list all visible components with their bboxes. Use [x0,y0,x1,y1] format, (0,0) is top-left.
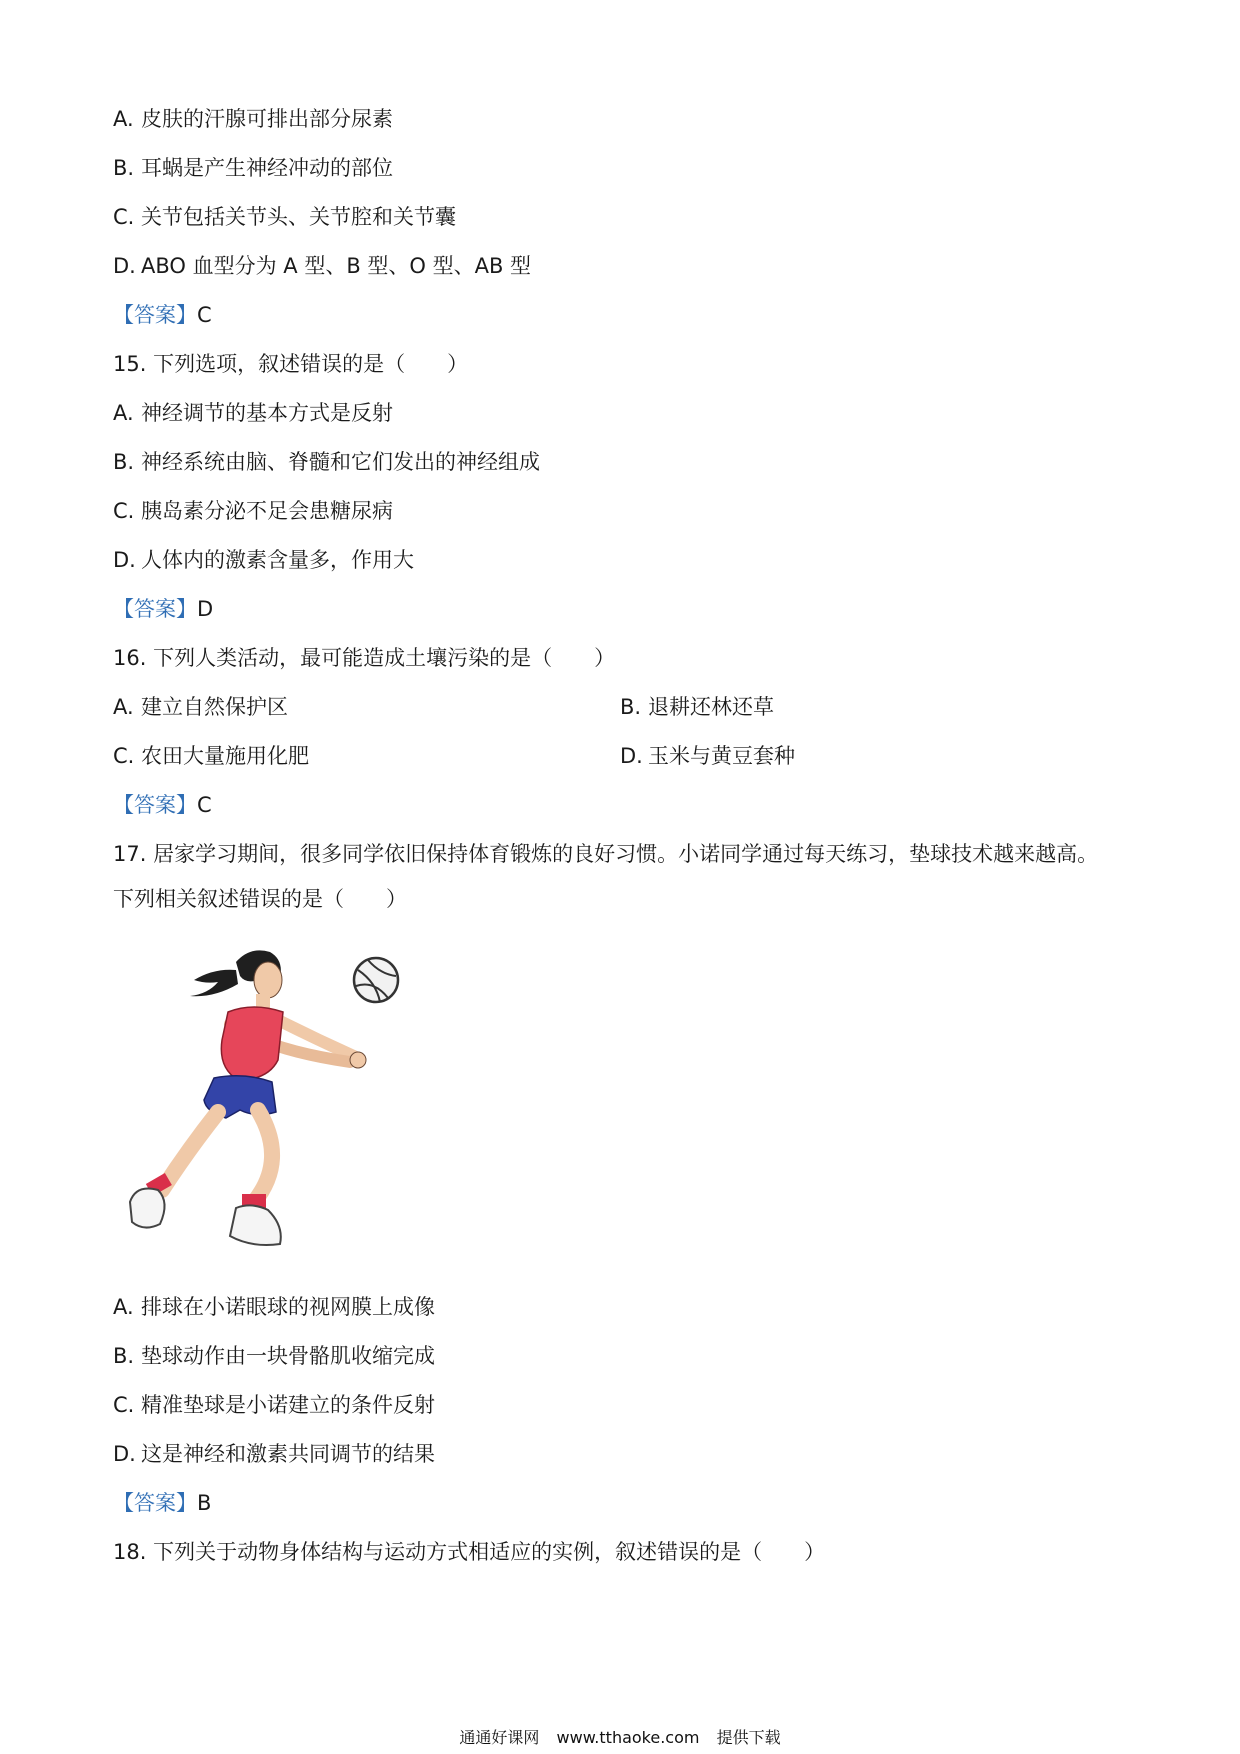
page-footer [0,1727,1240,1749]
q17-option-b: B. 垫球动作由一块骨骼肌收缩完成 [113,1344,435,1368]
footer-url[interactable]: www.tthaoke.com [556,1728,700,1747]
q16-stem: 16. 下列人类活动，最可能造成土壤污染的是（ ） [113,646,616,670]
q14-option-c: C. 关节包括关节头、关节腔和关节囊 [113,205,456,229]
q15-answer: 【答案】D [113,597,214,621]
q16-option-a: A. 建立自然保护区 [113,695,288,719]
q17-stem-line2: 下列相关叙述错误的是（ ） [113,887,407,911]
q14-answer: 【答案】C [113,303,212,327]
q14-option-a: A. 皮肤的汗腺可排出部分尿素 [113,107,393,131]
q15-option-a: A. 神经调节的基本方式是反射 [113,401,393,425]
q16-option-d: D. 玉米与黄豆套种 [620,744,795,768]
volleyball-player-illustration [118,940,418,1260]
q18-stem: 18. 下列关于动物身体结构与运动方式相适应的实例，叙述错误的是（ ） [113,1540,826,1564]
q16-option-b: B. 退耕还林还草 [620,695,774,719]
q17-answer: 【答案】B [113,1491,212,1515]
q14-option-b: B. 耳蜗是产生神经冲动的部位 [113,156,393,180]
q16-option-c: C. 农田大量施用化肥 [113,744,309,768]
q15-option-d: D. 人体内的激素含量多，作用大 [113,548,414,572]
footer-suffix: 提供下载 [716,1728,781,1747]
q15-stem: 15. 下列选项，叙述错误的是（ ） [113,352,469,376]
volleyball-icon [354,958,398,1002]
q17-option-d: D. 这是神经和激素共同调节的结果 [113,1442,435,1466]
q17-option-c: C. 精准垫球是小诺建立的条件反射 [113,1393,435,1417]
q16-answer: 【答案】C [113,793,212,817]
q17-stem-line1: 17. 居家学习期间，很多同学依旧保持体育锻炼的良好习惯。小诺同学通过每天练习，垫球技术越来越高。 [113,842,1099,866]
q14-option-d: D. ABO 血型分为 A 型、B 型、O 型、AB 型 [113,254,532,278]
q15-option-c: C. 胰岛素分泌不足会患糖尿病 [113,499,393,523]
q15-option-b: B. 神经系统由脑、脊髓和它们发出的神经组成 [113,450,540,474]
q17-option-a: A. 排球在小诺眼球的视网膜上成像 [113,1295,435,1319]
footer-site-name: 通通好课网 [459,1728,540,1747]
